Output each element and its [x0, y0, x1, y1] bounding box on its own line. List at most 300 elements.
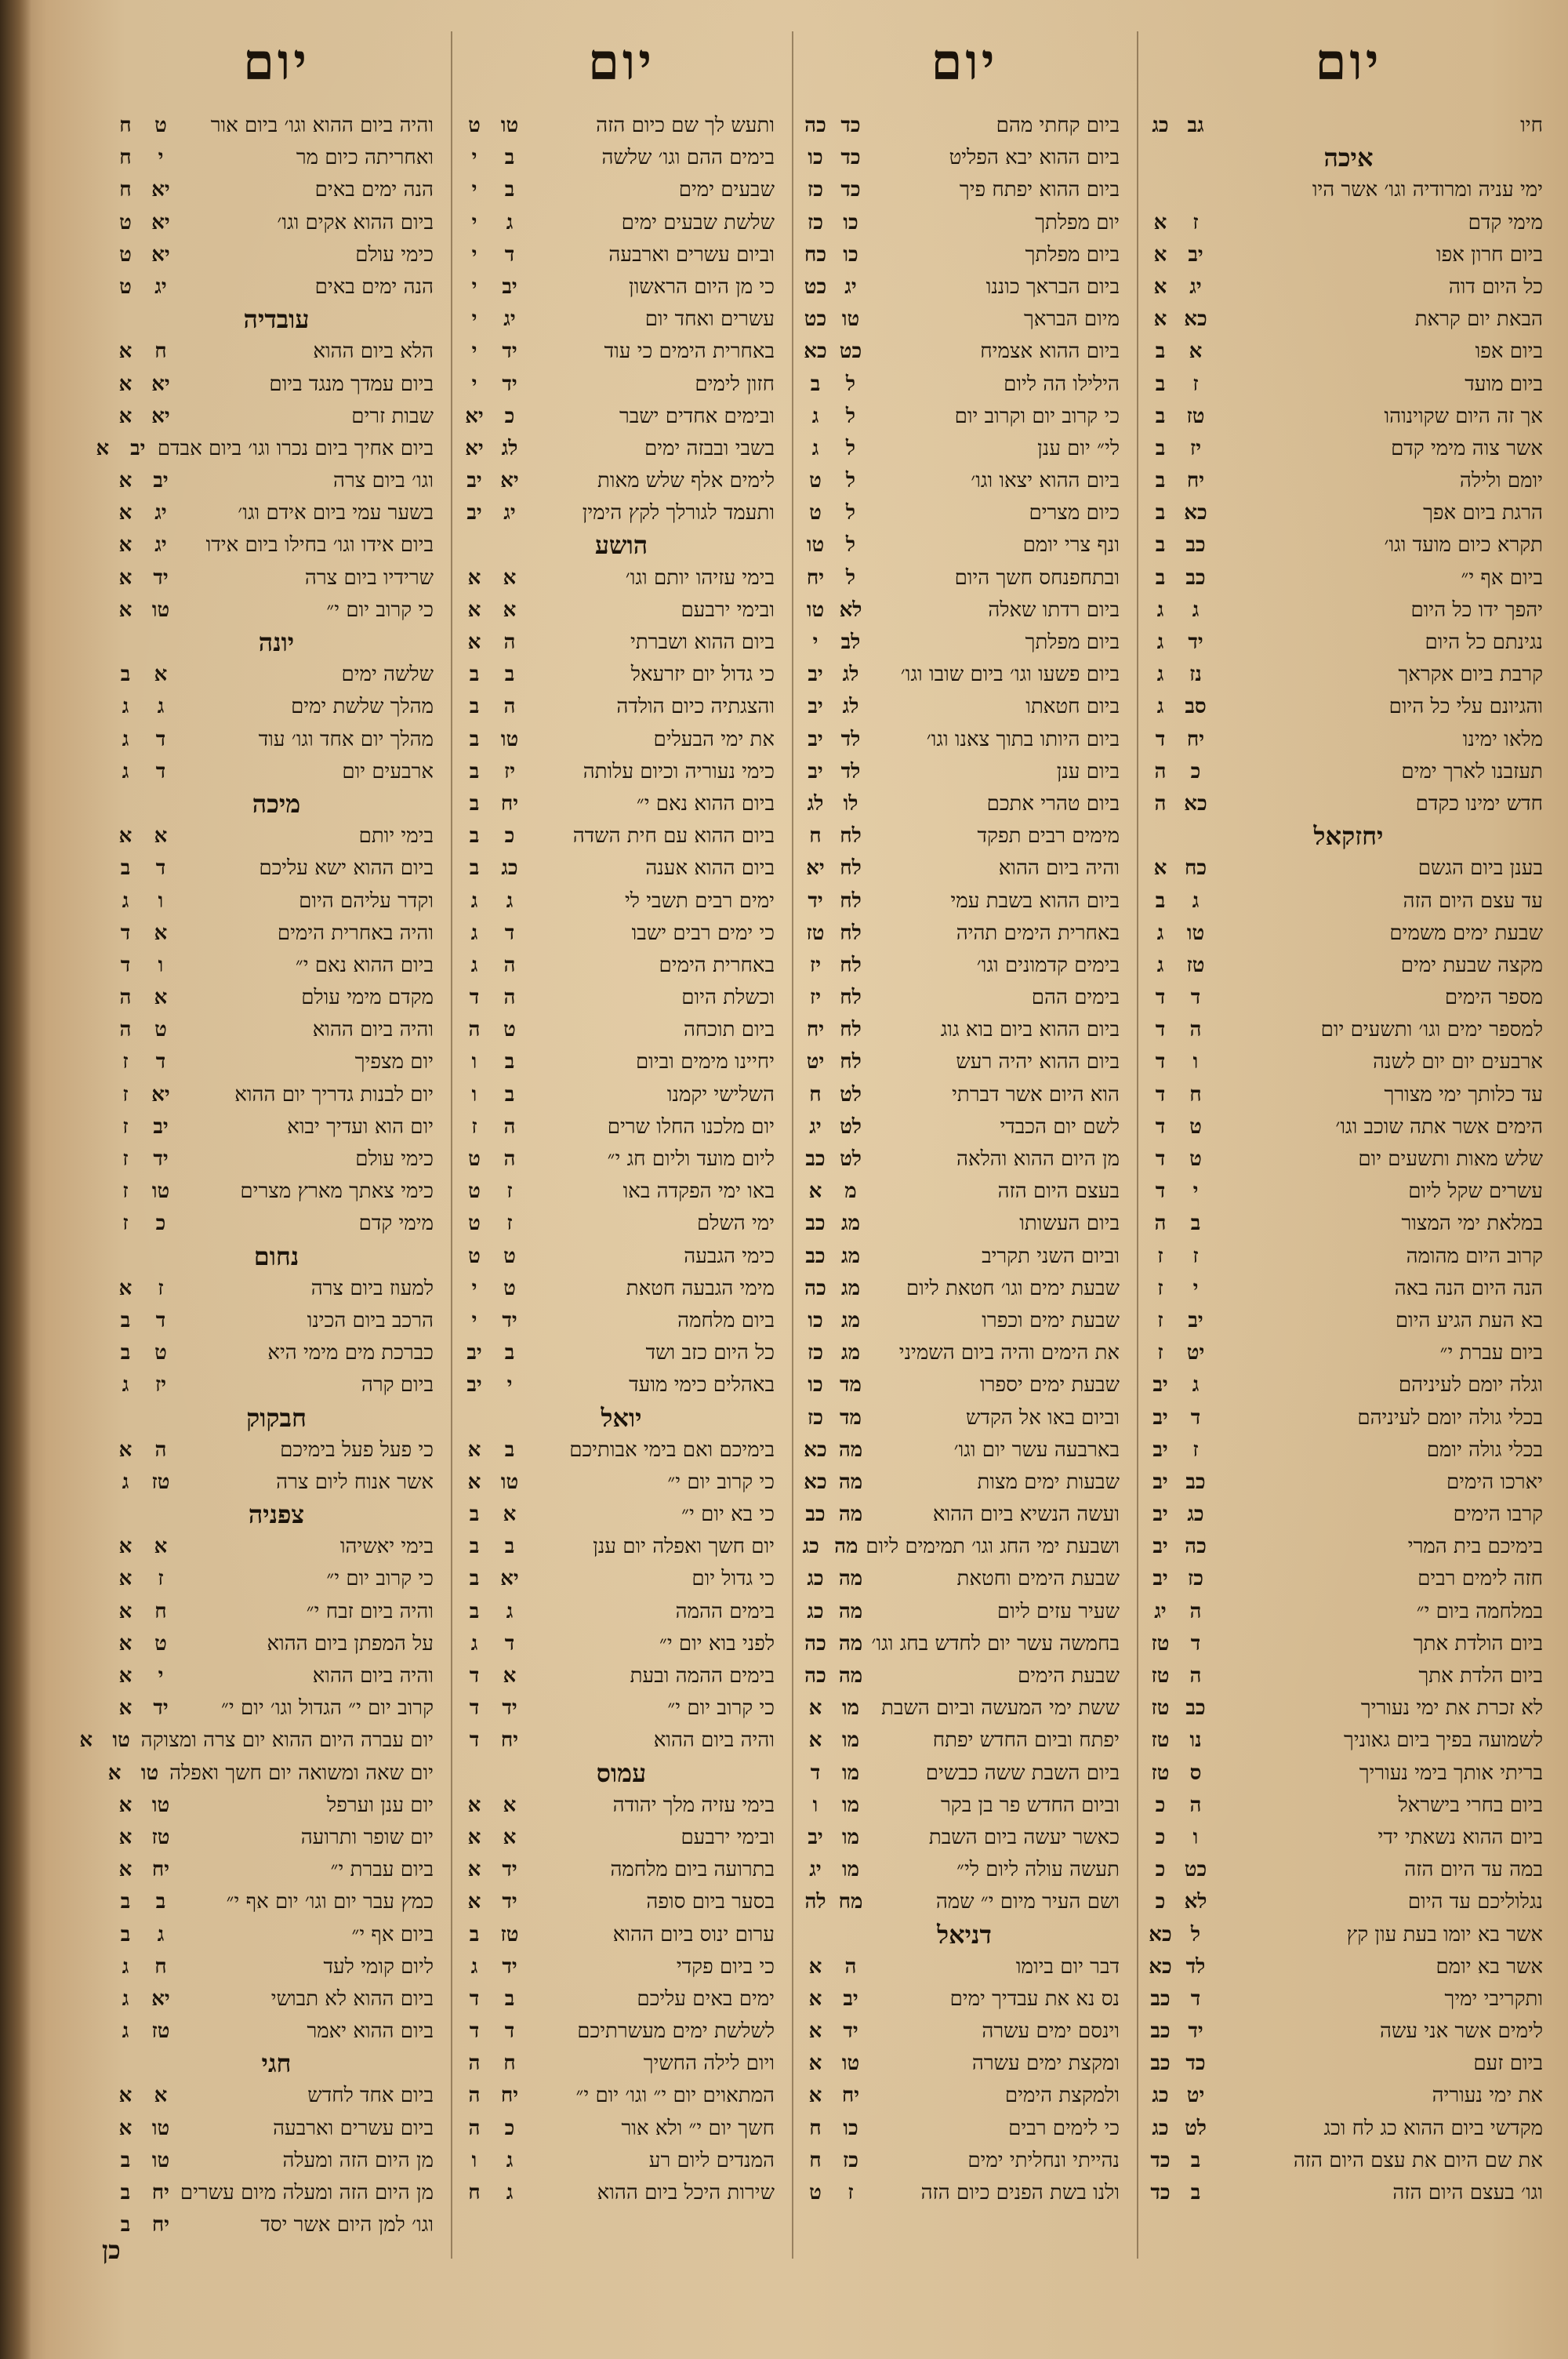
concordance-entry	[1145, 1660, 1552, 1692]
chapter-number: א	[808, 2052, 822, 2076]
chapter-number: י	[471, 1276, 477, 1300]
verse-number: א	[154, 1535, 168, 1559]
phrase-text: ביום ההוא יצאו וגו׳	[971, 469, 1120, 493]
chapter-number: יג	[809, 1858, 822, 1882]
phrase-text: שבעת ימים יספרו	[980, 1373, 1120, 1398]
chapter-number: ה	[468, 2116, 481, 2140]
chapter-number: כב	[1150, 2019, 1171, 2044]
verse-number: טו	[1186, 921, 1205, 945]
verse-number: יב	[1188, 1308, 1203, 1332]
verse-number: לד	[840, 727, 861, 751]
concordance-entry	[459, 756, 784, 788]
chapter-number: יב	[466, 1341, 482, 1365]
phrase-text: ביום ענן	[1056, 759, 1120, 783]
verse-number: ה	[503, 631, 516, 654]
chapter-number: כא	[1149, 1954, 1172, 1979]
verse-number: ג	[506, 1599, 514, 1623]
verse-number: טו	[151, 598, 170, 622]
verse-number: יא	[151, 1082, 170, 1107]
verse-number: ז	[158, 1276, 164, 1300]
phrase-text: שבעות ימים מצות	[977, 1470, 1120, 1494]
verse-number: ז	[506, 1180, 513, 1204]
phrase-text: ביום ההוא בשבת עמי	[950, 889, 1120, 913]
phrase-text: את הימים והיה ביום השמיני	[898, 1341, 1120, 1365]
phrase-text: ביום קחתי מהם	[996, 114, 1120, 137]
verse-number: כג	[501, 856, 518, 881]
concordance-entry	[110, 691, 443, 723]
verse-number: כא	[1184, 307, 1207, 332]
phrase-text: ביום ההוא יאמר	[307, 2019, 434, 2044]
phrase-text: ונף צרי יומם	[1022, 533, 1120, 558]
phrase-text: בכלי גולה יומם לעיניהם	[1357, 1405, 1543, 1430]
verse-number: טו	[140, 1761, 159, 1785]
phrase-text: בימי יותם	[358, 824, 434, 849]
chapter-number: א	[1153, 242, 1167, 267]
concordance-entry	[800, 918, 1129, 950]
verse-number: מו	[841, 1858, 860, 1882]
concordance-entry	[459, 465, 784, 497]
concordance-entry	[800, 1628, 1129, 1660]
chapter-number: ב	[469, 727, 480, 751]
chapter-number: ד	[469, 1696, 480, 1721]
verse-number: ד	[155, 1050, 166, 1074]
chapter-number: כו	[808, 146, 823, 170]
phrase-text: כי פעל פעל בימיכם	[280, 1438, 434, 1462]
column-heading: יום	[242, 33, 310, 92]
verse-number: מג	[841, 1276, 860, 1300]
verse-number: ל	[845, 404, 856, 428]
concordance-entry	[800, 401, 1129, 433]
concordance-entry	[800, 1111, 1129, 1143]
book-name: חבקוק	[246, 1402, 307, 1433]
concordance-entry	[1145, 110, 1552, 142]
chapter-number: ג	[470, 889, 478, 913]
chapter-number: ג	[1156, 631, 1164, 654]
chapter-number: כז	[808, 210, 823, 234]
phrase-text: והיה באחרית הימים	[277, 921, 434, 945]
phrase-text: שבות זרים	[351, 404, 434, 428]
phrase-text: בשבי ובבזה ימים	[644, 436, 775, 460]
chapter-number: א	[118, 469, 132, 493]
concordance-entry	[1145, 627, 1552, 659]
chapter-number: כב	[805, 1212, 826, 1236]
verse-number: גב	[1187, 114, 1204, 137]
phrase-text: ביום ההוא נשאתי ידי	[1377, 1825, 1543, 1849]
concordance-entry	[110, 852, 443, 885]
phrase-text: המנדים ליום רע	[648, 2148, 775, 2172]
verse-number: כ	[504, 824, 515, 849]
book-heading	[110, 304, 443, 336]
phrase-text: ובימים אחדים ישבר	[619, 404, 775, 428]
concordance-entry	[110, 2209, 443, 2241]
chapter-number: ב	[120, 1341, 131, 1365]
chapter-number: ג	[122, 1373, 129, 1398]
concordance-entry	[1145, 691, 1552, 723]
chapter-number: טז	[1151, 1696, 1170, 1721]
concordance-entry	[1145, 1208, 1552, 1240]
concordance-entry	[800, 820, 1129, 852]
phrase-text: נגלוליכם עד היום	[1407, 1890, 1543, 1914]
chapter-number: ב	[469, 1535, 480, 1559]
concordance-entry	[1145, 1757, 1552, 1790]
phrase-text: כי בא יום י״	[681, 1503, 775, 1527]
concordance-entry	[800, 2145, 1129, 2177]
verse-number: ג	[1192, 889, 1200, 913]
concordance-entry	[800, 594, 1129, 627]
verse-number: ז	[158, 1567, 164, 1591]
verse-number: מו	[841, 1728, 860, 1753]
chapter-number: ג	[811, 404, 819, 428]
verse-number: ד	[1190, 1405, 1201, 1430]
verse-number: א	[154, 2084, 168, 2108]
concordance-entry	[1145, 982, 1552, 1014]
phrase-text: יפתח וביום החדש יפתח	[932, 1728, 1120, 1753]
book-binding	[0, 0, 31, 2359]
chapter-number: יד	[808, 889, 823, 913]
verse-number: י	[158, 146, 164, 170]
chapter-number: א	[118, 340, 132, 364]
phrase-text: ביום הלדת אתך	[1418, 1664, 1543, 1688]
chapter-number: לה	[804, 1890, 826, 1914]
phrase-text: עד עצם היום הזה	[1403, 889, 1543, 913]
concordance-entry	[459, 691, 784, 723]
verse-number: כב	[1185, 1696, 1206, 1721]
verse-number: כד	[840, 114, 861, 137]
concordance-entry	[110, 950, 443, 982]
verse-number: טו	[841, 2052, 860, 2076]
chapter-number: יז	[809, 986, 822, 1010]
concordance-entry	[1145, 207, 1552, 239]
verse-number: ג	[157, 1922, 165, 1946]
phrase-text: בשער עמי ביום אידם וגו׳	[238, 501, 434, 525]
book-name: מיכה	[252, 788, 301, 819]
concordance-entry	[800, 1176, 1129, 1208]
chapter-number: ט	[468, 1147, 481, 1171]
phrase-text: והיה ביום ההוא וגו׳ ביום אור	[210, 114, 434, 137]
chapter-number: א	[467, 1825, 481, 1849]
concordance-entry	[1145, 2177, 1552, 2209]
concordance-entry	[1145, 1402, 1552, 1434]
phrase-text: ביום היותו בתוך צאנו וגו׳	[926, 727, 1120, 751]
verse-number: ב	[1190, 2181, 1201, 2205]
concordance-entry	[110, 1790, 443, 1822]
phrase-text: את ימי הבעלים	[653, 727, 775, 751]
concordance-entry	[110, 659, 443, 691]
phrase-text: בסער ביום סופה	[646, 1890, 775, 1914]
concordance-entry	[459, 627, 784, 659]
phrase-text: יום מפלתך	[1035, 210, 1120, 234]
verse-number: יח	[500, 791, 519, 816]
verse-number: יא	[151, 1986, 170, 2011]
phrase-text: ביום מועד	[1465, 372, 1543, 396]
phrase-text: אשר בא יומו בעת עון קץ	[1346, 1922, 1543, 1946]
chapter-number: טו	[806, 533, 825, 558]
concordance-entry	[1145, 1563, 1552, 1595]
phrase-text: נגינתם כל היום	[1425, 631, 1543, 654]
book-name: עמוס	[596, 1757, 647, 1788]
chapter-number: ג	[122, 889, 129, 913]
phrase-text: אשר צוה מימי קדם	[1391, 436, 1543, 460]
verse-number: יא	[151, 210, 170, 234]
verse-number: ד	[504, 921, 515, 945]
verse-number: טו	[151, 1180, 170, 1204]
phrase-text: ערום ינוס ביום ההוא	[612, 1922, 775, 1946]
phrase-text: יחיינו מימים וביום	[635, 1050, 775, 1074]
verse-number: מו	[841, 1696, 860, 1721]
phrase-text: ביום ההוא אענה	[645, 856, 775, 881]
chapter-number: כג	[802, 1535, 819, 1559]
phrase-text: הוא היום אשר דברתי	[952, 1082, 1120, 1107]
column-rule	[1137, 31, 1138, 2259]
concordance-entry	[110, 1143, 443, 1176]
verse-number: ל	[1190, 1922, 1201, 1946]
chapter-number: ב	[469, 663, 480, 687]
chapter-number: א	[808, 1986, 822, 2011]
phrase-text: ימי השלם	[696, 1212, 775, 1236]
verse-number: ז	[506, 1212, 513, 1236]
concordance-entry	[459, 820, 784, 852]
chapter-number: כט	[804, 307, 827, 332]
verse-number: טז	[151, 1825, 170, 1849]
concordance-entry	[110, 1014, 443, 1046]
phrase-text: מן היום הזה ומעלה מיום עשרים	[180, 2181, 434, 2205]
chapter-number: ז	[122, 1082, 129, 1107]
concordance-entry	[800, 174, 1129, 206]
chapter-number: א	[118, 1825, 132, 1849]
chapter-number: יא	[465, 436, 484, 460]
verse-number: כט	[839, 340, 862, 364]
chapter-number: א	[118, 372, 132, 396]
chapter-number: כו	[808, 1373, 823, 1398]
chapter-number: א	[808, 1954, 822, 1979]
concordance-entry	[110, 2080, 443, 2112]
phrase-text: ביום עמדך מנגד ביום	[269, 372, 434, 396]
concordance-entry	[800, 1499, 1129, 1531]
column-heading: יום	[931, 33, 998, 92]
phrase-text: וביום השני תקריב	[982, 1244, 1120, 1268]
phrase-text: והיה ביום ההוא	[998, 856, 1120, 881]
concordance-entry	[800, 1692, 1129, 1725]
concordance-entry	[1145, 529, 1552, 562]
phrase-text: ועשה הנשיא ביום ההוא	[932, 1503, 1120, 1527]
phrase-text: בא העת הגיע היום	[1395, 1308, 1543, 1332]
verse-number: ט	[503, 1244, 516, 1268]
verse-number: יד	[1188, 631, 1203, 654]
phrase-text: ששת ימי המעשה וביום השבת	[881, 1696, 1120, 1721]
phrase-text: מימי הגבעה חטאת	[626, 1276, 775, 1300]
book-name: חגי	[261, 2048, 292, 2079]
concordance-entry	[107, 1757, 443, 1790]
concordance-entry	[459, 982, 784, 1014]
concordance-entry	[110, 401, 443, 433]
chapter-number: ה	[1154, 759, 1167, 783]
phrase-text: יום מלכנו החלו שרים	[607, 1114, 775, 1139]
chapter-number: ב	[1155, 340, 1166, 364]
verse-number: יג	[844, 274, 857, 299]
chapter-number: ג	[122, 727, 129, 751]
concordance-entry	[110, 1079, 443, 1111]
phrase-text: יום הוא ועדיך יבוא	[287, 1114, 434, 1139]
concordance-entry	[1145, 1983, 1552, 2016]
verse-number: לט	[1185, 2116, 1207, 2140]
phrase-text: נס נא את עבדיך ימים	[949, 1986, 1120, 2011]
chapter-number: י	[471, 146, 477, 170]
concordance-entry	[110, 1628, 443, 1660]
chapter-number: ב	[1155, 501, 1166, 525]
concordance-entry	[1145, 336, 1552, 368]
phrase-text: עד כלותך ימי מצורך	[1384, 1082, 1543, 1107]
chapter-number: ב	[1155, 533, 1166, 558]
phrase-text: קרוב היום מהומה	[1406, 1244, 1543, 1268]
verse-number: יד	[502, 340, 517, 364]
verse-number: יד	[153, 1696, 169, 1721]
concordance-entry	[800, 1369, 1129, 1401]
concordance-entry	[110, 1111, 443, 1143]
chapter-number: א	[467, 1890, 481, 1914]
phrase-text: עשרים ואחד יום	[644, 307, 775, 332]
verse-number: ג	[1192, 1373, 1200, 1398]
concordance-entry	[459, 1434, 784, 1467]
verse-number: לט	[840, 1082, 862, 1107]
concordance-entry	[459, 885, 784, 918]
concordance-entry	[459, 1337, 784, 1369]
verse-number: יז	[154, 1373, 167, 1398]
phrase-text: שלשה ימים	[341, 663, 434, 687]
chapter-number: י	[471, 1308, 477, 1332]
verse-number: לג	[501, 436, 518, 460]
phrase-text: ביום ההוא נאם י״	[636, 791, 775, 816]
verse-number: יד	[843, 2019, 858, 2044]
chapter-number: יז	[809, 953, 822, 977]
chapter-number: ו	[471, 2148, 477, 2172]
chapter-number: ב	[1155, 404, 1166, 428]
concordance-entry	[800, 1208, 1129, 1240]
phrase-text: בארבעה עשר יום וגו׳	[953, 1438, 1120, 1462]
verse-number: יד	[502, 1858, 517, 1882]
phrase-text: וכשלת היום	[681, 986, 775, 1010]
verse-number: ח	[154, 340, 167, 364]
phrase-text: מימי קדם	[358, 1212, 434, 1236]
concordance-entry	[110, 110, 443, 142]
concordance-entry	[459, 1886, 784, 1918]
phrase-text: כי קרוב יום י״	[326, 598, 434, 622]
chapter-number: יב	[1152, 1373, 1168, 1398]
verse-number: מו	[841, 1761, 860, 1785]
chapter-number: כ	[1155, 1890, 1166, 1914]
concordance-entry	[110, 756, 443, 788]
phrase-text: דבר יום ביומו	[1015, 1954, 1120, 1979]
verse-number: יז	[1189, 436, 1202, 460]
phrase-text: ביום אפו	[1475, 340, 1543, 364]
concordance-entry	[800, 142, 1129, 174]
chapter-number: כח	[804, 242, 827, 267]
phrase-text: וקדר עליהם היום	[299, 889, 434, 913]
verse-number: יח	[500, 2084, 519, 2108]
chapter-number: ד	[120, 921, 131, 945]
chapter-number: כז	[808, 1341, 823, 1365]
verse-number: טו	[151, 1793, 170, 1817]
verse-number: מה	[838, 1631, 863, 1656]
verse-number: ה	[1189, 1664, 1202, 1688]
phrase-text: לשם יום הכבדי	[1000, 1114, 1120, 1139]
concordance-entry	[1145, 1305, 1552, 1337]
chapter-number: ד	[1155, 986, 1166, 1010]
verse-number: ב	[504, 663, 515, 687]
verse-number: מח	[838, 1890, 863, 1914]
phrase-text: וביום החדש פר בן בקר	[941, 1793, 1120, 1817]
chapter-number: יב	[808, 727, 823, 751]
chapter-number: ג	[1156, 663, 1164, 687]
chapter-number: יח	[806, 565, 825, 590]
concordance-entry	[1145, 2145, 1552, 2177]
verse-number: יג	[154, 274, 167, 299]
concordance-entry	[1145, 2113, 1552, 2145]
phrase-text: ביום ההוא לא תבושי	[270, 1986, 434, 2011]
phrase-text: ביום אחד לחדש	[307, 2084, 434, 2108]
chapter-number: ד	[469, 1664, 480, 1688]
chapter-number: ב	[1155, 889, 1166, 913]
phrase-text: בענן ביום הגשם	[1417, 856, 1543, 881]
phrase-text: ביום טהרי אתכם	[986, 791, 1120, 816]
phrase-text: כל היום דוה	[1448, 274, 1543, 299]
chapter-number: ג	[470, 1631, 478, 1656]
phrase-text: ארבעים יום	[342, 759, 434, 783]
concordance-entry	[800, 1337, 1129, 1369]
verse-number: לח	[840, 889, 862, 913]
concordance-entry	[110, 1337, 443, 1369]
phrase-text: ביום ההוא ביום בוא גוג	[940, 1018, 1120, 1042]
verse-number: יא	[151, 372, 170, 396]
chapter-number: י	[471, 210, 477, 234]
concordance-entry	[800, 271, 1129, 304]
phrase-text: ביום אידו וגו׳ בחילו ביום אידו	[205, 533, 434, 558]
book-name: צפניה	[248, 1499, 305, 1530]
phrase-text: בימיכם בית המרי	[1407, 1535, 1543, 1559]
verse-number: ט	[503, 1018, 516, 1042]
verse-number: טו	[151, 2148, 170, 2172]
concordance-entry	[800, 1757, 1129, 1790]
verse-number: כג	[1187, 1503, 1204, 1527]
concordance-entry	[459, 1079, 784, 1111]
verse-number: ג	[506, 889, 514, 913]
phrase-text: כי מן היום הראשון	[628, 274, 775, 299]
column-heading: יום	[1315, 33, 1382, 92]
concordance-entry	[1145, 1111, 1552, 1143]
concordance-entry	[459, 1143, 784, 1176]
phrase-text: הרכב ביום הכינו	[307, 1308, 434, 1332]
verse-number: ס	[1189, 1761, 1202, 1785]
chapter-number: כב	[805, 1244, 826, 1268]
phrase-text: ביום פשעו וגו׳ ביום שובו וגו׳	[900, 663, 1120, 687]
phrase-text: אשר בא יומם	[1436, 1954, 1543, 1979]
verse-number: ט	[503, 1276, 516, 1300]
chapter-number: טז	[1151, 1664, 1170, 1688]
phrase-text: וגלה יומם לעיניהם	[1398, 1373, 1543, 1398]
verse-number: טו	[151, 2116, 170, 2140]
chapter-number: ב	[469, 791, 480, 816]
verse-number: כא	[1184, 501, 1207, 525]
phrase-text: יום לבנות גדריך יום ההוא	[234, 1082, 434, 1107]
concordance-entry	[459, 207, 784, 239]
verse-number: ט	[154, 1631, 167, 1656]
verse-number: מה	[838, 1470, 863, 1494]
concordance-entry	[800, 529, 1129, 562]
concordance-entry	[459, 239, 784, 271]
verse-number: מו	[841, 1825, 860, 1849]
concordance-entry	[459, 304, 784, 336]
concordance-entry	[1145, 1951, 1552, 1983]
phrase-text: במלאת ימי המצור	[1401, 1212, 1543, 1236]
